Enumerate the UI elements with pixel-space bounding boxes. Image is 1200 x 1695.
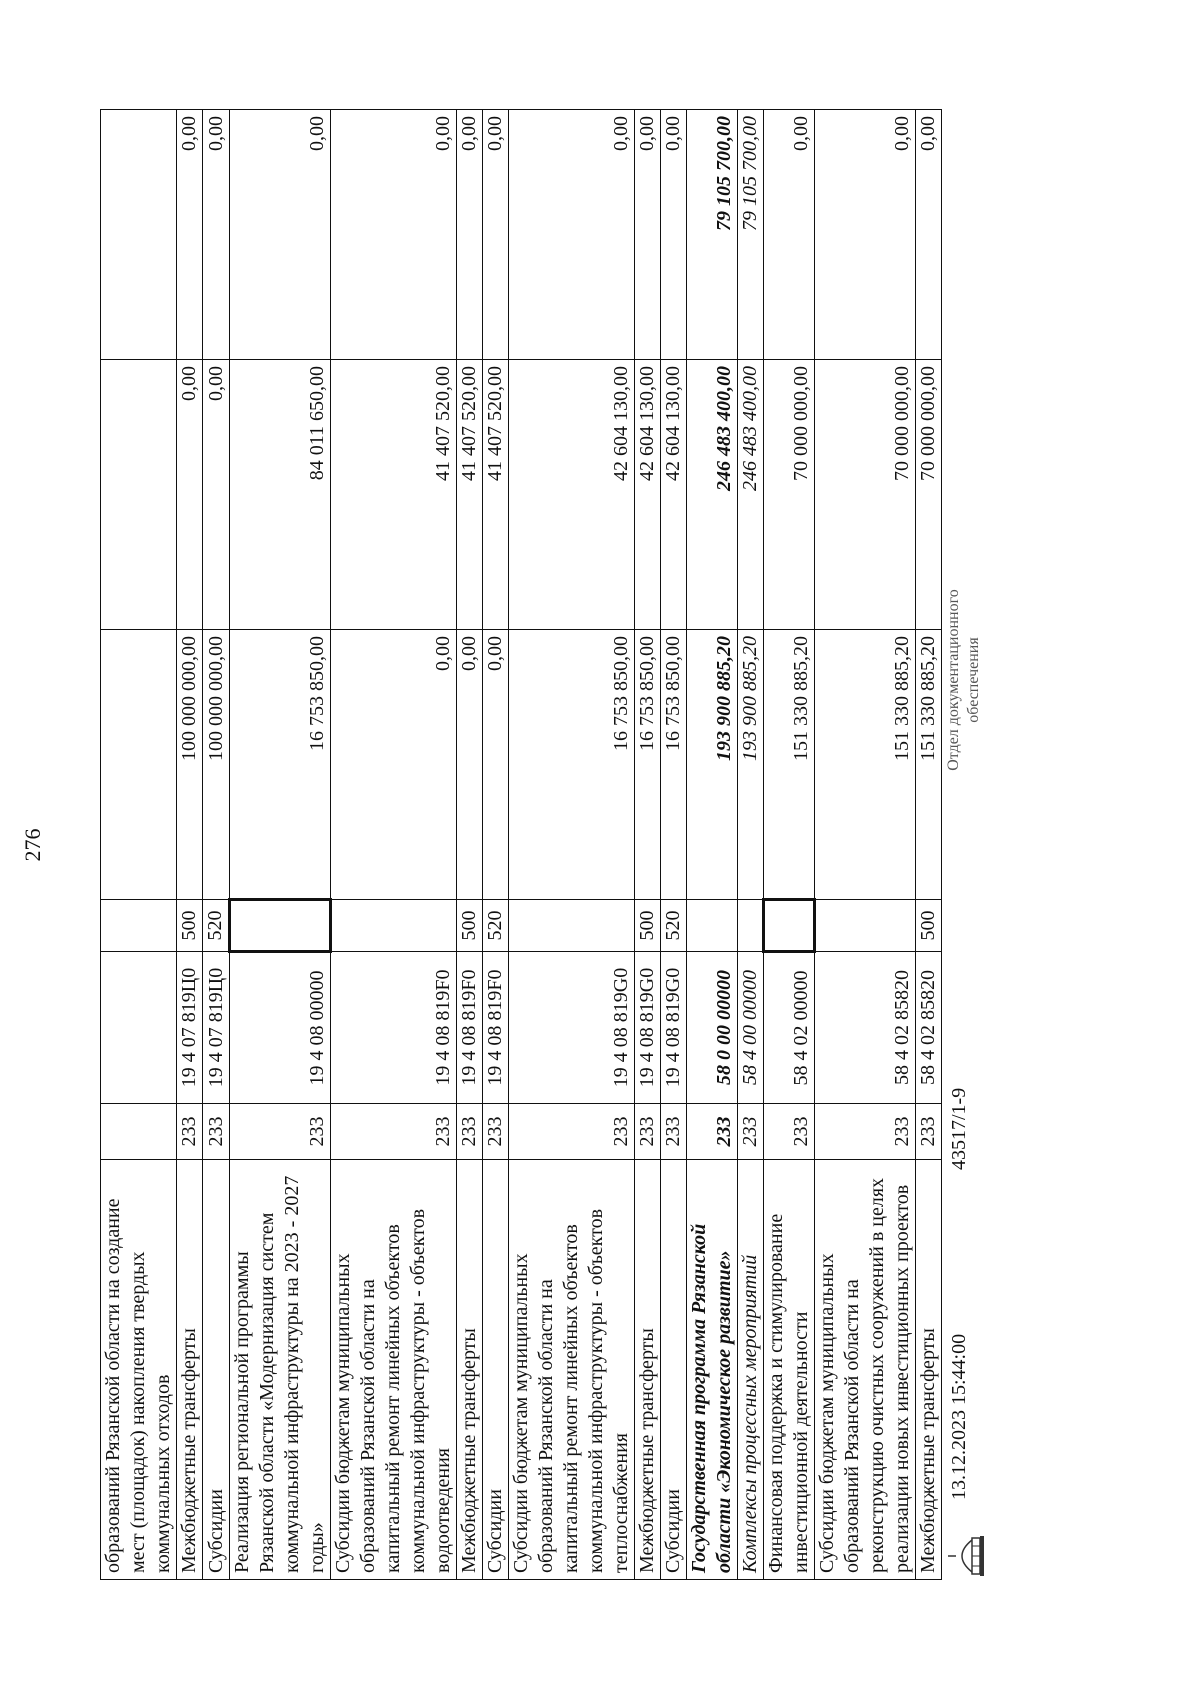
cell-amount-3: 0,00: [635, 110, 661, 360]
cell-name: Государственная программа Рязанской области «Экономическое развитие»: [687, 1160, 738, 1580]
cell-amount-2: 41 407 520,00: [483, 360, 509, 630]
table-row: [687, 110, 738, 1580]
cell-amount-3: 0,00: [177, 110, 203, 360]
cell-amount-1: 16 753 850,00: [635, 630, 661, 900]
cell-vr: 520: [483, 900, 509, 952]
cell-cs: 58 4 00 00000: [738, 952, 764, 1104]
table-row: [509, 110, 635, 1580]
cell-amount-3: 0,00: [457, 110, 483, 360]
cell-name: Субсидии бюджетам муниципальных образований Рязанской области на капитальный ремонт линейных объектов коммунальной инфраструктуры - объектов теплоснабжения: [509, 1160, 635, 1580]
table-row: [738, 110, 764, 1580]
cell-amount-3: 0,00: [509, 110, 635, 360]
stamp-line-2: обеспечения: [965, 637, 982, 723]
cell-amount-2: 0,00: [177, 360, 203, 630]
cell-cs: 19 4 08 819G0: [635, 952, 661, 1104]
cell-cs: 19 4 08 00000: [230, 952, 331, 1104]
table-row: [457, 110, 483, 1580]
cell-name: образований Рязанской области на создание мест (площадок) накопления твердых коммунальных отходов: [101, 1160, 177, 1580]
department-stamp: [944, 550, 984, 810]
cell-vr: [764, 900, 815, 952]
cell-name: Субсидии: [203, 1160, 230, 1580]
cell-amount-2: 70 000 000,00: [815, 360, 916, 630]
cell-amount-3: 0,00: [483, 110, 509, 360]
table-row: [764, 110, 815, 1580]
cell-amount-1: 16 753 850,00: [661, 630, 687, 900]
cell-gr: 233: [509, 1104, 635, 1160]
cell-gr: 233: [177, 1104, 203, 1160]
stamp-line-1: Отдел документационного: [945, 589, 962, 771]
cell-amount-1: 0,00: [483, 630, 509, 900]
cell-cs: 19 4 08 819F0: [457, 952, 483, 1104]
cell-name: Реализация региональной программы Рязанской области «Модернизация систем коммунальной инфраструктуры на 2023 - 2027 годы»: [230, 1160, 331, 1580]
cell-vr: [738, 900, 764, 952]
table-row: [916, 110, 942, 1580]
cell-vr: [815, 900, 916, 952]
cell-gr: 233: [764, 1104, 815, 1160]
cell-amount-1: 151 330 885,20: [815, 630, 916, 900]
cell-amount-1: 100 000 000,00: [203, 630, 230, 900]
cell-amount-1: 16 753 850,00: [230, 630, 331, 900]
cell-amount-1: 0,00: [457, 630, 483, 900]
cell-name: Межбюджетные трансферты: [177, 1160, 203, 1580]
cell-amount-3: 0,00: [331, 110, 457, 360]
cell-cs: [101, 952, 177, 1104]
cell-gr: 233: [738, 1104, 764, 1160]
table-row: [483, 110, 509, 1580]
budget-table: [100, 109, 942, 1580]
cell-name: Межбюджетные трансферты: [457, 1160, 483, 1580]
cell-amount-3: 0,00: [230, 110, 331, 360]
cell-gr: 233: [203, 1104, 230, 1160]
cell-amount-3: 0,00: [815, 110, 916, 360]
table-row: [331, 110, 457, 1580]
cell-amount-2: 0,00: [203, 360, 230, 630]
cell-name: Субсидии: [661, 1160, 687, 1580]
cell-cs: 19 4 07 819Ц0: [177, 952, 203, 1104]
cell-amount-1: 193 900 885,20: [738, 630, 764, 900]
cell-vr: 500: [916, 900, 942, 952]
budget-table-body: [101, 110, 942, 1580]
cell-gr: 233: [635, 1104, 661, 1160]
cell-amount-3: 0,00: [203, 110, 230, 360]
cell-vr: [101, 900, 177, 952]
cell-cs: 58 4 02 85820: [815, 952, 916, 1104]
cell-name: Межбюджетные трансферты: [916, 1160, 942, 1580]
cell-cs: 58 0 00 00000: [687, 952, 738, 1104]
table-row: [177, 110, 203, 1580]
footer-timestamp: 13.12.2023 15:44:00: [948, 1333, 970, 1500]
cell-gr: 233: [687, 1104, 738, 1160]
page-number: 276: [20, 828, 45, 862]
cell-amount-1: 0,00: [331, 630, 457, 900]
cell-gr: [101, 1104, 177, 1160]
cell-name: Межбюджетные трансферты: [635, 1160, 661, 1580]
cell-gr: 233: [483, 1104, 509, 1160]
cell-amount-2: 246 483 400,00: [687, 360, 738, 630]
table-row: [203, 110, 230, 1580]
cell-vr: 520: [661, 900, 687, 952]
table-row: [230, 110, 331, 1580]
cell-amount-1: [101, 630, 177, 900]
duma-building-icon: [942, 1532, 990, 1580]
cell-cs: 19 4 08 819G0: [661, 952, 687, 1104]
cell-amount-1: 193 900 885,20: [687, 630, 738, 900]
cell-gr: 233: [457, 1104, 483, 1160]
cell-amount-2: 41 407 520,00: [457, 360, 483, 630]
table-row: [815, 110, 916, 1580]
cell-amount-2: 70 000 000,00: [764, 360, 815, 630]
cell-name: Финансовая поддержка и стимулирование инвестиционной деятельности: [764, 1160, 815, 1580]
cell-vr: 500: [177, 900, 203, 952]
cell-amount-2: [101, 360, 177, 630]
footer-doc-code: 43517/1-9: [948, 1087, 970, 1170]
cell-gr: 233: [230, 1104, 331, 1160]
cell-amount-1: 151 330 885,20: [764, 630, 815, 900]
cell-gr: 233: [661, 1104, 687, 1160]
cell-name: Субсидии: [483, 1160, 509, 1580]
cell-vr: 500: [457, 900, 483, 952]
cell-cs: 19 4 08 819F0: [483, 952, 509, 1104]
cell-amount-2: 42 604 130,00: [509, 360, 635, 630]
cell-vr: 520: [203, 900, 230, 952]
cell-cs: 58 4 02 00000: [764, 952, 815, 1104]
cell-vr: 500: [635, 900, 661, 952]
table-row: [101, 110, 177, 1580]
cell-amount-1: 100 000 000,00: [177, 630, 203, 900]
cell-gr: 233: [331, 1104, 457, 1160]
cell-amount-2: 84 011 650,00: [230, 360, 331, 630]
cell-amount-3: 79 105 700,00: [738, 110, 764, 360]
cell-gr: 233: [815, 1104, 916, 1160]
cell-name: Комплексы процессных мероприятий: [738, 1160, 764, 1580]
cell-amount-3: 0,00: [661, 110, 687, 360]
cell-amount-1: 16 753 850,00: [509, 630, 635, 900]
cell-cs: 58 4 02 85820: [916, 952, 942, 1104]
cell-amount-1: 151 330 885,20: [916, 630, 942, 900]
cell-amount-3: 0,00: [916, 110, 942, 360]
cell-amount-2: 41 407 520,00: [331, 360, 457, 630]
cell-name: Субсидии бюджетам муниципальных образований Рязанской области на реконструкцию очистных сооружений в целях реализации новых инвестиционных проектов: [815, 1160, 916, 1580]
cell-cs: 19 4 08 819G0: [509, 952, 635, 1104]
rotated-content: [20, 110, 982, 1580]
cell-cs: 19 4 07 819Ц0: [203, 952, 230, 1104]
cell-vr: [687, 900, 738, 952]
cell-amount-2: 70 000 000,00: [916, 360, 942, 630]
cell-amount-2: 42 604 130,00: [661, 360, 687, 630]
cell-amount-3: [101, 110, 177, 360]
cell-amount-3: 0,00: [764, 110, 815, 360]
cell-gr: 233: [916, 1104, 942, 1160]
cell-name: Субсидии бюджетам муниципальных образований Рязанской области на капитальный ремонт линейных объектов коммунальной инфраструктуры - объектов водоотведения: [331, 1160, 457, 1580]
cell-cs: 19 4 08 819F0: [331, 952, 457, 1104]
cell-vr: [230, 900, 331, 952]
cell-vr: [509, 900, 635, 952]
cell-amount-2: 246 483 400,00: [738, 360, 764, 630]
cell-vr: [331, 900, 457, 952]
cell-amount-2: 42 604 130,00: [635, 360, 661, 630]
table-row: [635, 110, 661, 1580]
cell-amount-3: 79 105 700,00: [687, 110, 738, 360]
table-row: [661, 110, 687, 1580]
